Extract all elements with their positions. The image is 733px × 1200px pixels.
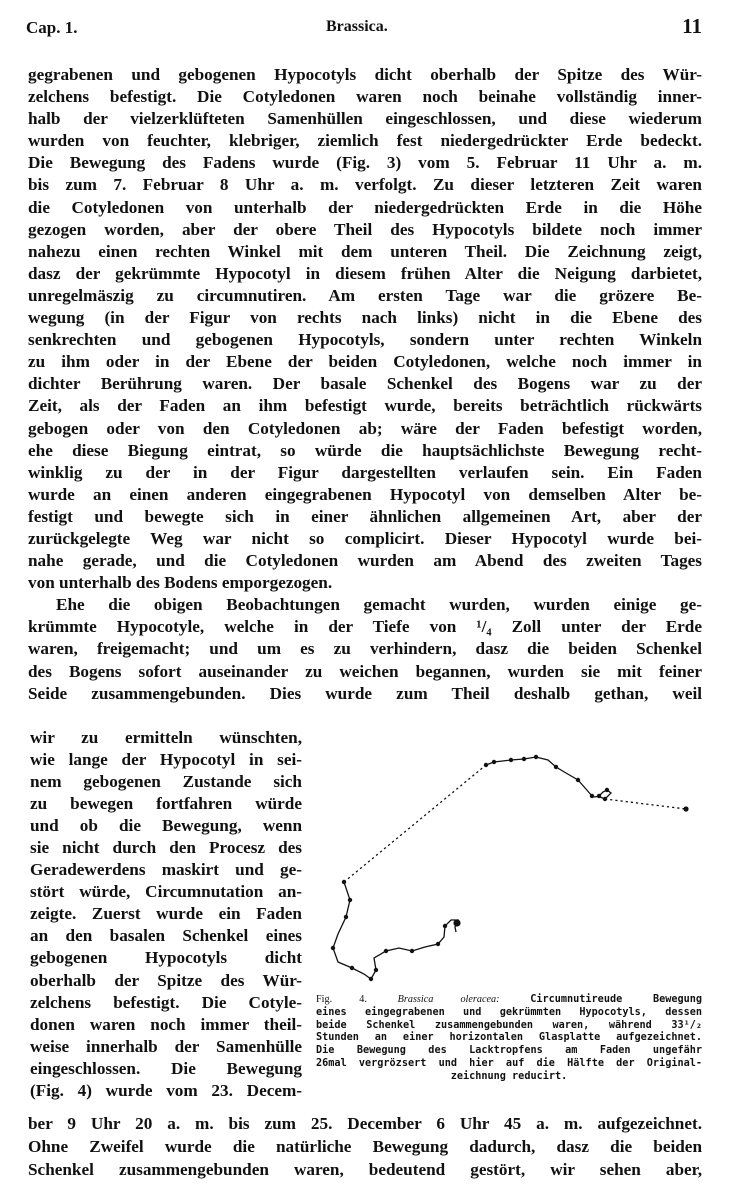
- text-line: nem gebogenen Zustande sich: [30, 772, 302, 792]
- caption-line: beide Schenkel zusammengebunden waren, während 33¹/₂: [316, 1019, 702, 1031]
- trace-point: [554, 765, 558, 769]
- trace-solid-lower-left: [333, 882, 458, 979]
- text-line: krümmte Hypocotyle, welche in der Tiefe von ¹/₄ Zoll unter der Erde: [28, 617, 702, 637]
- paragraph-1: [28, 64, 702, 594]
- trace-solid-upper-right: [486, 757, 611, 799]
- text-line: und ob die Bewegung, wenn: [30, 816, 302, 836]
- trace-point: [605, 788, 609, 792]
- running-header: [26, 14, 702, 44]
- caption-text: Circumnutireude Bewegung: [530, 994, 703, 1005]
- text-line: bis zum 7. Februar 8 Uhr a. m. verfolgt. Zu dieser letzteren Zeit waren: [28, 175, 702, 195]
- text-line: von unterhalb des Bodens emporgezogen.: [28, 573, 333, 593]
- text-line: wir zu ermitteln wünschten,: [30, 728, 302, 747]
- text-line: Zeit, als der Faden an ihm befestigt wurde, bereits beträchtlich rückwärts: [28, 396, 702, 416]
- caption-line: Stunden an einer horizontalen Glasplatte aufgezeichnet.: [316, 1032, 702, 1044]
- text-line: donen waren noch immer theil-: [30, 1014, 302, 1034]
- text-line: oberhalb der Spitze des Wür-: [30, 970, 302, 990]
- text-line: Seide zusammengebunden. Dies wurde zum Theil deshalb gethan, weil: [28, 683, 702, 703]
- text-line: eingeschlossen. Die Bewegung: [30, 1058, 302, 1078]
- text-line: die Cotyledonen von unterhalb der niedergedrückten Erde in die Höhe: [28, 197, 702, 217]
- text-line: winklig zu der in der Figur dargestellten verlaufen sein. Ein Faden: [28, 462, 702, 482]
- caption-line: Die Bewegung des Lacktropfens am Faden ungefähr: [316, 1045, 702, 1057]
- text-line: Schenkel zusammengebunden waren, bedeutend gestört, wir sehen aber,: [28, 1160, 702, 1179]
- trace-point: [597, 794, 601, 798]
- page-number: 11: [682, 14, 702, 38]
- text-line: nahe gerade, und die Cotyledonen wurden am Abend des zweiten Tages: [28, 551, 702, 571]
- trace-point: [509, 758, 513, 762]
- text-line: festigt und bewegte sich in einer ähnlichen allgemeinen Art, aber der: [28, 506, 702, 526]
- text-line: gebogen oder von den Cotyledonen ab; wäre der Faden befestigt worden,: [28, 418, 702, 438]
- trace-dotted-left: [344, 765, 486, 882]
- text-line: sie nicht durch den Procesz des: [30, 838, 302, 858]
- trace-point: [331, 946, 335, 950]
- paragraph-2: [28, 594, 702, 704]
- running-title: Brassica.: [326, 18, 388, 35]
- figure-4-tracing: [316, 740, 704, 990]
- trace-point: [369, 977, 373, 981]
- trace-point: [443, 924, 447, 928]
- tail-text-block: [28, 1112, 702, 1181]
- text-line: dichter Berührung waren. Der basale Schenkel des Bogens war zu der: [28, 374, 702, 394]
- figure-label: Fig. 4.: [316, 994, 367, 1005]
- trace-point: [603, 797, 607, 801]
- caption-line: eines eingegrabenen und gekrümmten Hypocotyls, dessen: [316, 1006, 702, 1018]
- text-line: gezogen worden, aber der obere Theil des Hypocotyls bildete noch immer: [28, 219, 702, 239]
- text-line: nahezu einen rechten Winkel mit dem unteren Theil. Die Zeichnung zeigt,: [28, 241, 702, 261]
- text-line: weise innerhalb der Samenhülle: [30, 1036, 302, 1056]
- text-line: zeigte. Zuerst wurde ein Faden: [30, 904, 302, 924]
- chapter-label: Cap. 1.: [26, 18, 78, 37]
- trace-point: [534, 755, 538, 759]
- text-line: zu bewegen fortfahren würde: [30, 794, 302, 814]
- trace-point: [342, 880, 346, 884]
- trace-point: [436, 942, 440, 946]
- caption-line: 26mal vergrözsert und hier auf die Hälfte der Original-: [316, 1057, 702, 1069]
- text-line: wegung (in der Figur von rechts nach links) nicht in die Ebene des: [28, 308, 702, 328]
- trace-point: [492, 760, 496, 764]
- trace-point: [484, 763, 488, 767]
- trace-point: [348, 898, 352, 902]
- text-line: unregelmäszig zu circumnutiren. Am ersten Tage war die grözere Be-: [28, 285, 702, 305]
- trace-point: [410, 949, 414, 953]
- trace-point: [576, 778, 580, 782]
- text-line: (Fig. 4) wurde vom 23. Decem-: [30, 1080, 302, 1100]
- text-line: zu ihm oder in der Ebene der beiden Cotyledonen, welche noch immer in: [28, 352, 702, 372]
- trace-point: [344, 915, 348, 919]
- trace-point: [350, 966, 354, 970]
- text-line: zurückgelegte Weg war nicht so complicirt. Dieser Hypocotyl wurde bei-: [28, 528, 702, 548]
- text-line: Die Bewegung des Fadens wurde (Fig. 3) vom 5. Februar 11 Uhr a. m.: [28, 153, 702, 173]
- text-line: gebogenen Hypocotyls dicht: [30, 948, 302, 968]
- species-name: Brassica oleracea:: [397, 994, 500, 1005]
- main-text-block: [28, 64, 702, 705]
- text-line: gegrabenen und gebogenen Hypocotyls dicht oberhalb der Spitze des Wür-: [28, 65, 702, 84]
- figure-caption: [316, 994, 702, 1084]
- text-line: wie lange der Hypocotyl in sei-: [30, 750, 302, 770]
- text-line: senkrechten und gebogenen Hypocotyls, sondern unter rechten Winkeln: [28, 330, 702, 350]
- trace-start-dot: [453, 919, 460, 926]
- text-line: zelchens befestigt. Die Cotyledonen waren noch beinahe vollständig inner-: [28, 87, 702, 107]
- trace-point: [384, 949, 388, 953]
- trace-point: [522, 757, 526, 761]
- caption-line: zeichnung reducirt.: [450, 1070, 568, 1082]
- text-line: ber 9 Uhr 20 a. m. bis zum 25. December 6 Uhr 45 a. m. aufgezeichnet.: [28, 1114, 702, 1133]
- circumnutation-tracing: [316, 740, 704, 990]
- wrapped-text-column: [30, 727, 302, 1102]
- text-line: Ehe die obigen Beobachtungen gemacht wurden, wurden einige ge-: [56, 595, 702, 615]
- trace-point: [683, 806, 688, 811]
- caption-line-1: [316, 994, 702, 1007]
- text-line: an den basalen Schenkel eines: [30, 926, 302, 946]
- text-line: ehe diese Biegung eintrat, so würde die hauptsächlichste Bewegung recht-: [28, 440, 702, 460]
- text-line: halb der vielzerklüfteten Samenhüllen eingeschlossen, und diese wiederum: [28, 109, 702, 129]
- text-line: des Bogens sofort auseinander zu weichen begannen, wurden sie mit feiner: [28, 661, 702, 681]
- text-line: Geradewerdens maskirt und ge-: [30, 860, 302, 880]
- text-line: Ohne Zweifel wurde die natürliche Bewegung dadurch, dasz die beiden: [28, 1137, 702, 1156]
- text-line: wurde an einen anderen eingegrabenen Hypocotyl von demselben Alter be-: [28, 484, 702, 504]
- text-line: waren, freigemacht; und um es zu verhindern, dasz die beiden Schenkel: [28, 639, 702, 659]
- text-line: wurden von feuchter, klebriger, ziemlich fest niedergedrückter Erde bedeckt.: [28, 131, 702, 151]
- trace-point: [590, 794, 594, 798]
- trace-dotted-right: [605, 799, 686, 809]
- trace-point: [374, 968, 378, 972]
- text-line: zelchens befestigt. Die Cotyle-: [30, 992, 302, 1012]
- text-line: stört würde, Circumnutation an-: [30, 882, 302, 902]
- text-line: dasz der gekrümmte Hypocotyl in diesem frühen Alter die Neigung darbietet,: [28, 263, 702, 283]
